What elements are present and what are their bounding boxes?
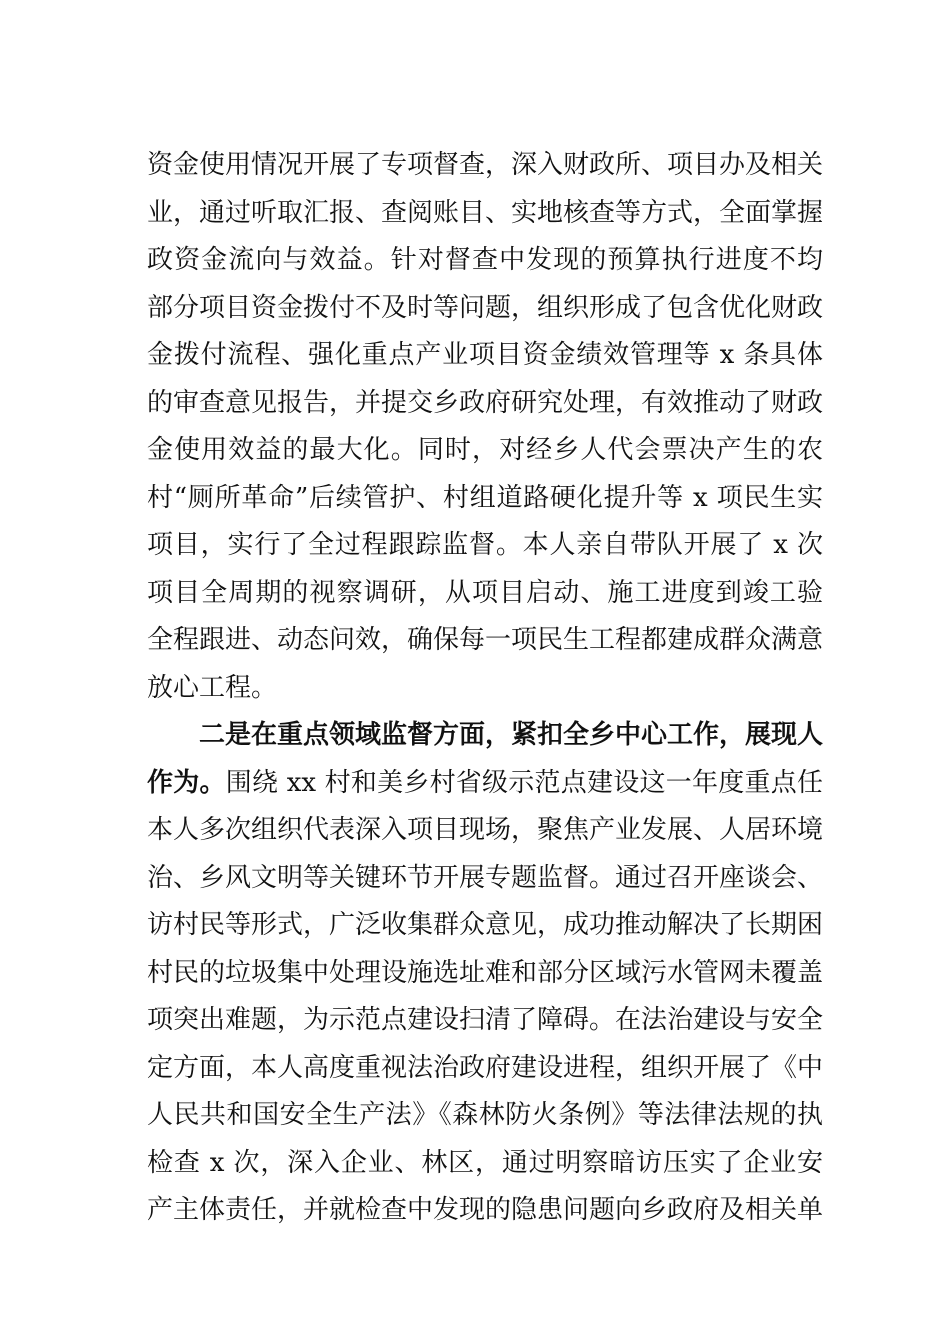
text-line: 项目，实行了全过程跟踪监督。本人亲自带队开展了 x 次 <box>147 530 823 560</box>
text-line: 全程跟进、动态问效，确保每一项民生工程都建成群众满意 <box>147 625 823 655</box>
text-line: 金使用效益的最大化。同时，对经乡人代会票决产生的农 <box>147 435 823 465</box>
text-line: 政资金流向与效益。针对督查中发现的预算执行进度不均 <box>147 245 823 275</box>
text-line: 访村民等形式，广泛收集群众意见，成功推动解决了长期困 <box>147 910 823 940</box>
text-line: 产主体责任，并就检查中发现的隐患问题向乡政府及相关单 <box>147 1195 823 1225</box>
body-text <box>147 142 823 1235</box>
text-line: 业，通过听取汇报、查阅账目、实地核查等方式，全面掌握 <box>147 197 823 228</box>
text-line: 人民共和国安全生产法》《森林防火条例》等法律法规的执 <box>147 1100 823 1130</box>
text-line-rest: 围绕 xx 村和美乡村省级示范点建设这一年度重点任 <box>225 767 823 798</box>
text-line: 定方面，本人高度重视法治政府建设进程，组织开展了《中 <box>147 1052 823 1083</box>
text-line: 放心工程。 <box>147 672 278 703</box>
text-line: 的审查意见报告，并提交乡政府研究处理，有效推动了财政 <box>147 387 823 418</box>
text-line <box>147 760 823 808</box>
section-heading-end: 作为。 <box>147 767 226 798</box>
text-line: 项目全周期的视察调研，从项目启动、施工进度到竣工验 <box>147 577 823 608</box>
text-line: 检查 x 次，深入企业、林区，通过明察暗访压实了企业安 <box>147 1147 823 1178</box>
text-line: 村“厕所革命”后续管护、村组道路硬化提升等 x 项民生实 <box>147 482 823 513</box>
text-line: 资金使用情况开展了专项督查，深入财政所、项目办及相关 <box>147 150 823 180</box>
text-line: 金拨付流程、强化重点产业项目资金绩效管理等 x 条具体 <box>147 340 823 370</box>
section-heading: 二是在重点领域监督方面，紧扣全乡中心工作，展现人 <box>199 720 823 750</box>
text-line: 治、乡风文明等关键环节开展专题监督。通过召开座谈会、 <box>147 862 823 893</box>
text-line: 本人多次组织代表深入项目现场，聚焦产业发展、人居环境 <box>147 815 823 845</box>
text-line: 部分项目资金拨付不及时等问题，组织形成了包含优化财政 <box>147 292 823 323</box>
text-line: 项突出难题，为示范点建设扫清了障碍。在法治建设与安全 <box>147 1005 823 1035</box>
text-line: 村民的垃圾集中处理设施选址难和部分区域污水管网未覆盖 <box>147 957 823 988</box>
